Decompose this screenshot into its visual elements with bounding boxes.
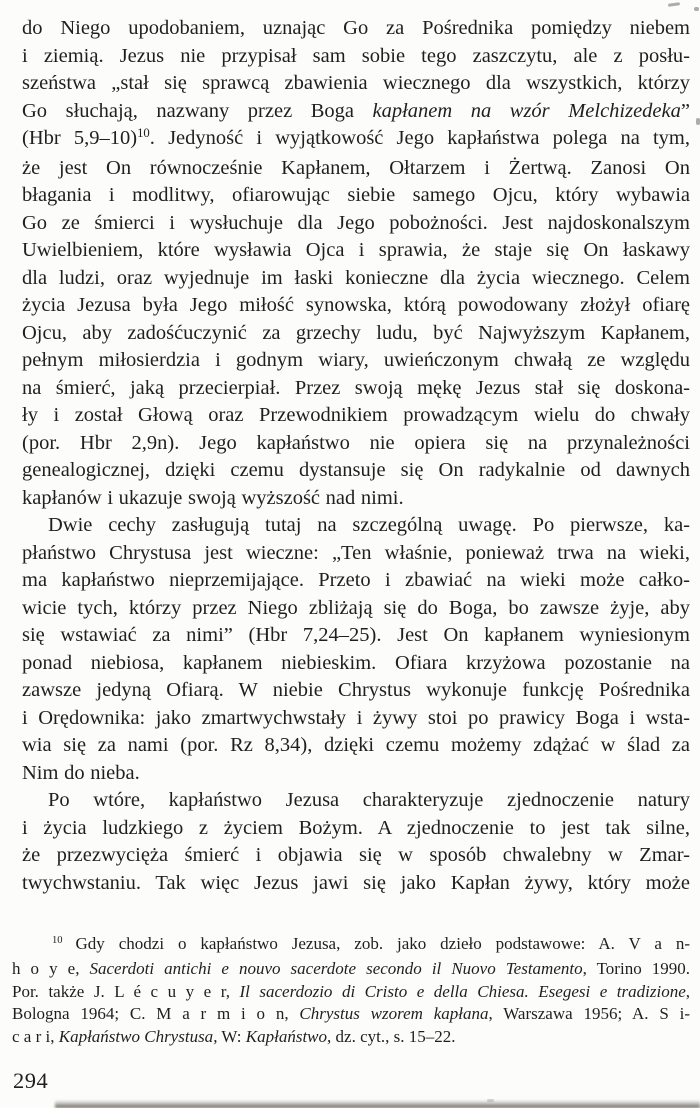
text-segment: wia się za nami (por. Rz 8,34), dzięki czemu możemy zdążać w ślad za (22, 734, 690, 756)
text-segment: , Warszawa 1956; A. S i- (488, 1004, 690, 1024)
text-line (22, 347, 690, 375)
footnote-marker: 10 (137, 126, 150, 141)
text-line (22, 732, 690, 760)
text-line (22, 760, 690, 788)
text-segment: Go ze śmierci i wysłuchuje dla Jego pobożności. Jest najdoskonalszym (22, 211, 690, 234)
text-segment: życia Jezusa była Jego miłość synowska, którą powodowany złożył ofiarę (22, 294, 690, 316)
text-line (12, 981, 690, 1003)
text-segment: , dz. cyt., s. 15–22. (327, 1026, 456, 1046)
text-line (22, 70, 690, 98)
text-line (12, 958, 690, 980)
text-line (22, 320, 690, 348)
text-segment: . Jedyność i wyjątkowość Jego kapłaństwa polega na tym, (149, 127, 690, 149)
text-line (22, 43, 690, 71)
text-line (22, 375, 690, 403)
text-line (22, 457, 690, 485)
text-segment: , Torino 1990. (582, 959, 690, 979)
text-segment: kapłanem na wzór Melchizedeka (372, 99, 681, 122)
text-line (22, 125, 690, 155)
text-segment: Dwie cechy zasługują tutaj na szczególną uwagę. Po pierwsze, ka- (48, 514, 690, 536)
text-line (22, 567, 690, 595)
text-segment: Gdy chodzi o kapłaństwo Jezusa, zob. jako dzieło podstawowe: A. V a n- (75, 934, 690, 953)
text-segment: do Niego upodobaniem, uznając Go za Pośrednika pomiędzy niebem (22, 17, 690, 39)
text-segment: , W: (213, 1026, 246, 1046)
footnote-marker: 10 (52, 935, 63, 947)
text-segment: kapłanów i ukazuje swoją wyższość nad nimi. (22, 486, 404, 509)
text-segment: Go słuchają, nazwany przez Boga (22, 99, 373, 122)
text-segment: Po wtóre, kapłaństwo Jezusa charakteryzuje zjednoczenie natury (48, 789, 690, 811)
text-line (22, 705, 690, 733)
text-line (22, 485, 690, 513)
text-segment: zawsze jedyną Ofiarą. W niebie Chrystus wykonuje funkcję Pośrednika (22, 679, 690, 701)
text-segment: ponad niebiosa, kapłanem niebieskim. Ofiara krzyżowa pozostanie na (22, 651, 690, 674)
text-segment: (Hbr 5,9–10) (22, 127, 138, 149)
text-line (22, 595, 690, 623)
text-segment: ” (680, 99, 690, 122)
footnote (12, 933, 690, 1048)
text-segment: Por. także J. L é c u y e r, (12, 981, 240, 1001)
text-segment: i Orędownika: jako zmartwychwstały i żywy stoi po prawicy Boga i wsta- (22, 706, 690, 729)
text-segment: , (685, 981, 690, 1001)
text-segment: wicie tych, którzy przez Niego zbliżają się do Boga, bo zawsze żyje, aby (22, 596, 690, 619)
text-line (22, 787, 690, 815)
text-segment: szeństwa „stał się sprawcą zbawienia wiecznego dla wszystkich, którzy (22, 72, 690, 94)
text-segment: ma kapłaństwo nieprzemijające. Przeto i zbawiać na wieki może całko- (22, 569, 690, 591)
text-segment: i ziemią. Jezus nie przypisał sam sobie tego zaszczytu, ale z posłu- (22, 44, 690, 67)
text-segment: genealogicznej, dzięki czemu dystansuje się On radykalnie od dawnych (22, 459, 690, 481)
text-line (12, 1026, 690, 1048)
text-line (22, 650, 690, 678)
text-line (12, 933, 690, 958)
text-segment: Uwielbieniem, które wysławia Ojca i sprawia, że staje się On łaskawy (22, 239, 690, 261)
text-segment: ły i został Głową oraz Przewodnikiem prowadzącym wielu do chwały (22, 404, 690, 426)
text-segment: c a r i, (12, 1026, 59, 1046)
text-line (22, 622, 690, 650)
text-segment: Kapłaństwo (245, 1026, 328, 1046)
text-segment: Bologna 1964; C. M a r m i o n, (12, 1004, 300, 1024)
scan-speck (696, 118, 700, 125)
text-segment: h o y e, (12, 959, 90, 979)
text-segment: twychwstaniu. Tak więc Jezus jawi się jako Kapłan żywy, który może (22, 871, 690, 894)
text-segment: dla ludzi, oraz wyjednuje im łaski konieczne dla życia wiecznego. Celem (22, 266, 690, 289)
page-number: 294 (13, 1068, 49, 1093)
text-line (22, 540, 690, 568)
text-line (22, 15, 690, 43)
text-line (22, 870, 690, 898)
text-line (22, 210, 690, 238)
text-line (22, 815, 690, 843)
text-segment: Chrystus wzorem kapłana (299, 1004, 489, 1024)
text-line (22, 402, 690, 430)
text-segment: pełnym miłosierdzia i godnym wiary, uwieńczonym chwałą ze względu (22, 349, 690, 371)
text-line (22, 265, 690, 293)
text-line (22, 512, 690, 540)
text-line (12, 1003, 690, 1025)
text-segment: Ojcu, aby zadośćuczynić za grzechy ludu, być Najwyższym Kapłanem, (22, 321, 690, 344)
text-segment: i życia ludzkiego z życiem Bożym. A zjednoczenie to jest tak silne, (22, 816, 690, 839)
text-segment: że przezwycięża śmierć i objawia się w sposób chwalebny w Zmar- (22, 844, 690, 866)
body-text (22, 15, 690, 897)
text-line (22, 237, 690, 265)
scan-edge-shadow (55, 1100, 700, 1108)
text-line (22, 842, 690, 870)
text-segment: że jest On równocześnie Kapłanem, Ołtarzem i Żertwą. Zanosi On (22, 156, 690, 179)
text-line (22, 182, 690, 210)
scan-speck (668, 2, 680, 7)
text-segment: Nim do nieba. (22, 761, 140, 784)
text-segment: płaństwo Chrystusa jest wieczne: „Ten właśnie, ponieważ trwa na wieki, (22, 541, 690, 564)
text-segment: się wstawiać za nimi” (Hbr 7,24–25). Jest On kapłanem wyniesionym (22, 624, 690, 646)
scan-speck (694, 7, 699, 11)
text-line (22, 98, 690, 126)
text-line (22, 677, 690, 705)
text-line (22, 292, 690, 320)
text-segment: na śmierć, jaką przecierpiał. Przez swoją mękę Jezus stał się doskona- (22, 376, 690, 399)
text-segment: Kapłaństwo Chrystusa (58, 1026, 214, 1046)
text-segment: (por. Hbr 2,9n). Jego kapłaństwo nie opiera się na przynależności (22, 431, 690, 454)
text-segment: Sacerdoti antichi e nouvo sacerdote secondo il Nuovo Testamento (89, 959, 583, 979)
text-segment: Il sacerdozio di Cristo e della Chiesa. Esegesi e tradizione (239, 981, 686, 1001)
text-segment: błagania i modlitwy, ofiarowując siebie samego Ojcu, który wybawia (22, 184, 690, 206)
text-line (22, 430, 690, 458)
text-line (22, 155, 690, 183)
